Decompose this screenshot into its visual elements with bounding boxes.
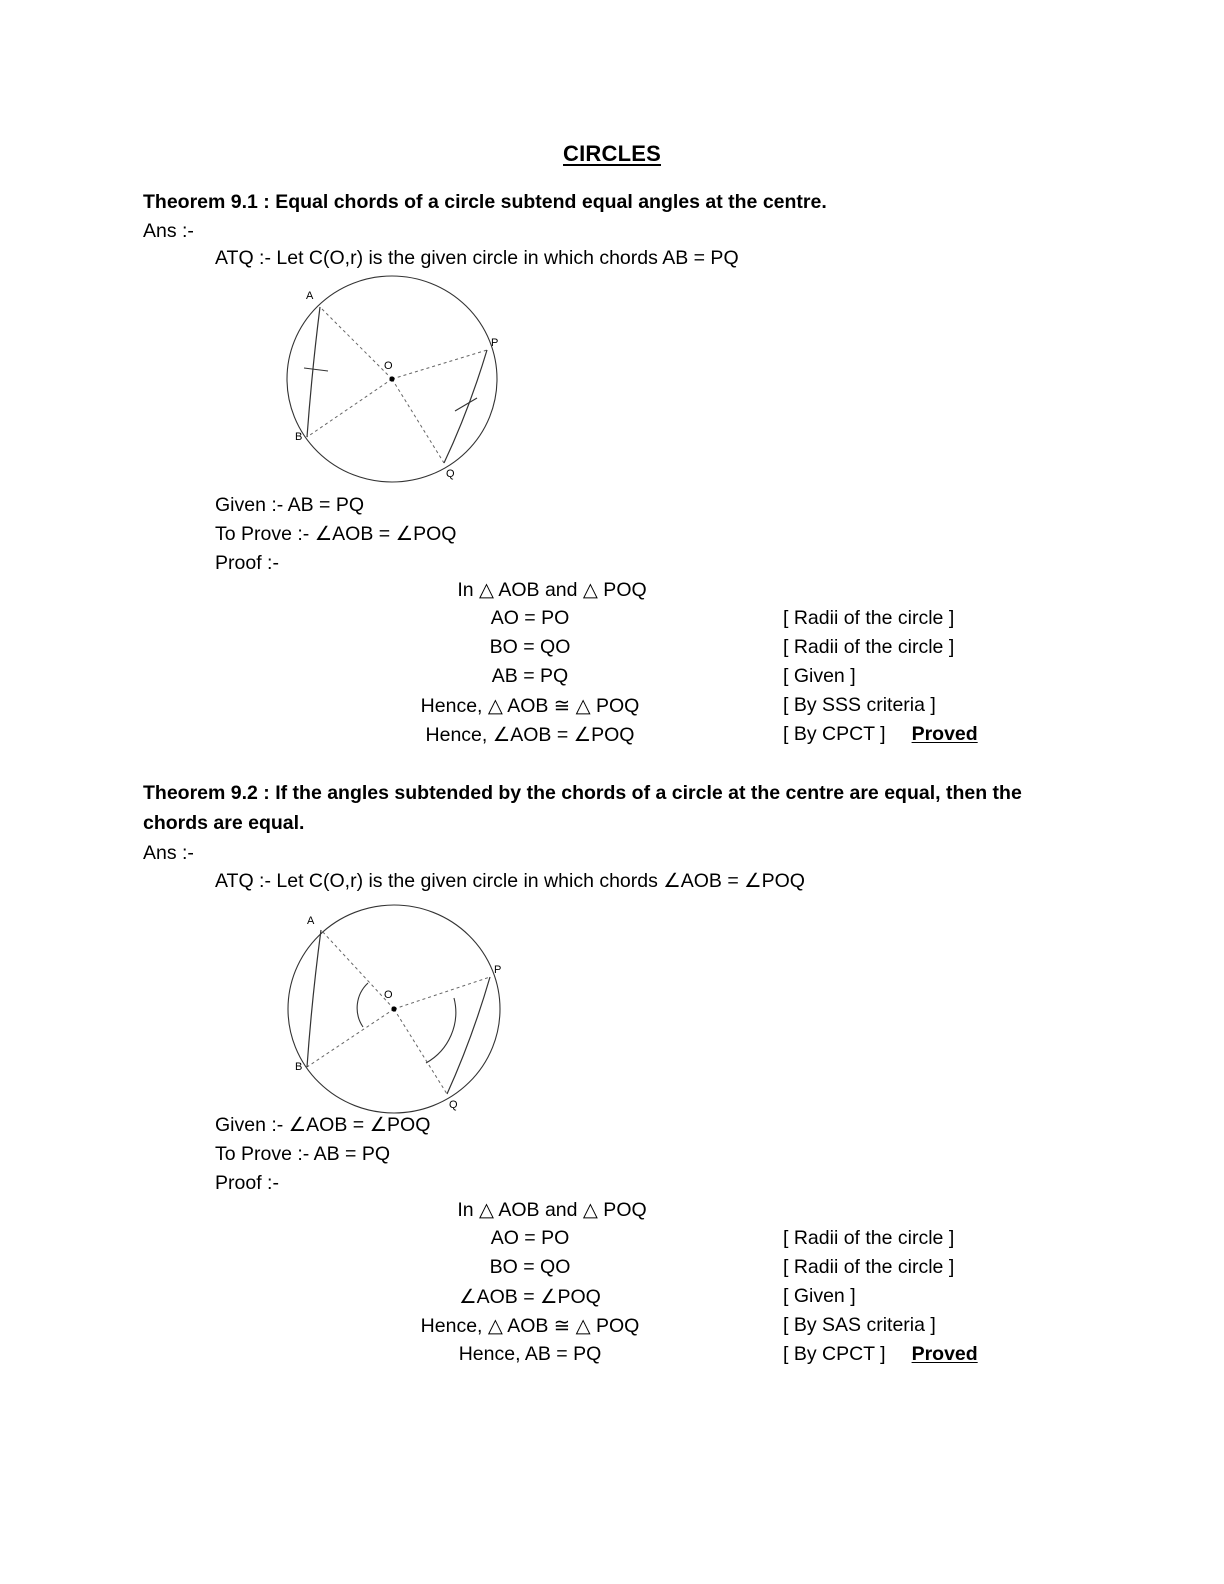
proof-row	[0, 1343, 1224, 1372]
proof-reason: [ Radii of the circle ]	[783, 1256, 955, 1278]
proved-tag: Proved	[911, 723, 978, 745]
radius-OP	[392, 350, 487, 379]
circle-diagram-theorem-2	[270, 897, 520, 1122]
proof-row	[0, 1314, 1224, 1343]
proof-statement: Hence, AB = PQ	[458, 1343, 602, 1365]
chord-PQ	[444, 350, 487, 463]
point-label-B: B	[295, 431, 303, 443]
centre-label-O: O	[384, 989, 393, 1001]
tick-mark-AB	[304, 368, 328, 371]
point-label-Q: Q	[446, 468, 455, 480]
theorem-1-atq: ATQ :- Let C(O,r) is the given circle in which chords AB = PQ	[215, 247, 739, 269]
proved-tag: Proved	[911, 1343, 978, 1365]
proof-statement: BO = QO	[489, 1256, 571, 1278]
proof-row	[0, 1285, 1224, 1314]
proof-reason-text: [ By CPCT ]	[783, 1343, 886, 1365]
proof-reason	[783, 1343, 978, 1366]
radius-OQ	[392, 379, 444, 463]
point-label-A: A	[307, 915, 315, 927]
theorem-1-heading: Theorem 9.1 : Equal chords of a circle subtend equal angles at the centre.	[143, 191, 827, 213]
proof-statement: AO = PO	[490, 607, 570, 629]
proof-row	[0, 665, 1224, 694]
proof-row	[0, 607, 1224, 636]
angle-arc-AOB	[357, 983, 368, 1027]
point-label-P: P	[494, 964, 502, 976]
proof-statement: AO = PO	[490, 1227, 570, 1249]
point-label-B: B	[295, 1061, 303, 1073]
point-label-Q: Q	[449, 1099, 458, 1111]
theorem-1-ans-label: Ans :-	[143, 220, 194, 242]
radius-OA	[320, 307, 392, 379]
proof-statement: ∠AOB = ∠POQ	[459, 1286, 601, 1308]
theorem-2-proof-head: In △ AOB and △ POQ	[457, 1199, 647, 1221]
proof-reason	[783, 723, 978, 746]
theorem-2-ans-label: Ans :-	[143, 842, 194, 864]
theorem-2-proof-label: Proof :-	[215, 1172, 279, 1194]
proof-reason: [ Given ]	[783, 1285, 856, 1307]
circle-diagram-theorem-1	[270, 270, 520, 490]
proof-statement: Hence, △ AOB ≅ △ POQ	[420, 1315, 640, 1337]
theorem-1-to-prove: To Prove :- ∠AOB = ∠POQ	[215, 523, 457, 545]
centre-point-O	[391, 1006, 396, 1011]
theorem-2-atq: ATQ :- Let C(O,r) is the given circle in which chords ∠AOB = ∠POQ	[215, 870, 805, 892]
theorem-1-proof-label: Proof :-	[215, 552, 279, 574]
proof-reason: [ By SSS criteria ]	[783, 694, 936, 716]
proof-row	[0, 694, 1224, 723]
point-label-A: A	[306, 290, 314, 302]
proof-reason: [ Radii of the circle ]	[783, 1227, 955, 1249]
page-title	[0, 141, 1224, 167]
proof-statement: BO = QO	[489, 636, 571, 658]
chord-PQ	[447, 977, 490, 1094]
circle-diagram-2-svg	[270, 897, 520, 1122]
proof-reason: [ Given ]	[783, 665, 856, 687]
proof-reason: [ By SAS criteria ]	[783, 1314, 936, 1336]
radius-OB	[307, 1009, 394, 1067]
proof-statement: AB = PQ	[491, 665, 569, 687]
proof-row	[0, 636, 1224, 665]
tick-mark-PQ	[455, 398, 477, 411]
radius-OB	[307, 379, 392, 437]
chord-AB	[307, 930, 321, 1067]
angle-arc-POQ	[426, 998, 456, 1063]
proof-statement: Hence, △ AOB ≅ △ POQ	[420, 695, 640, 717]
theorem-2-to-prove: To Prove :- AB = PQ	[215, 1143, 391, 1165]
centre-point-O	[389, 376, 394, 381]
proof-reason: [ Radii of the circle ]	[783, 636, 955, 658]
proof-row	[0, 723, 1224, 752]
point-label-P: P	[491, 337, 499, 349]
circle-diagram-1-svg	[270, 270, 520, 490]
chord-AB	[307, 307, 320, 437]
page-title-text: CIRCLES	[563, 141, 661, 166]
centre-label-O: O	[384, 360, 393, 372]
theorem-1-proof-head: In △ AOB and △ POQ	[457, 579, 647, 601]
radius-OQ	[394, 1009, 447, 1094]
theorem-2-given: Given :- ∠AOB = ∠POQ	[215, 1114, 431, 1136]
proof-reason: [ Radii of the circle ]	[783, 607, 955, 629]
theorem-1-given: Given :- AB = PQ	[215, 494, 365, 516]
radius-OP	[394, 977, 490, 1009]
proof-row	[0, 1256, 1224, 1285]
theorem-2-heading: Theorem 9.2 : If the angles subtended by the chords of a circle at the centre are equal, then the chords are equal.	[143, 782, 1022, 834]
proof-statement: Hence, ∠AOB = ∠POQ	[425, 724, 635, 746]
proof-reason-text: [ By CPCT ]	[783, 723, 886, 745]
proof-row	[0, 1227, 1224, 1256]
